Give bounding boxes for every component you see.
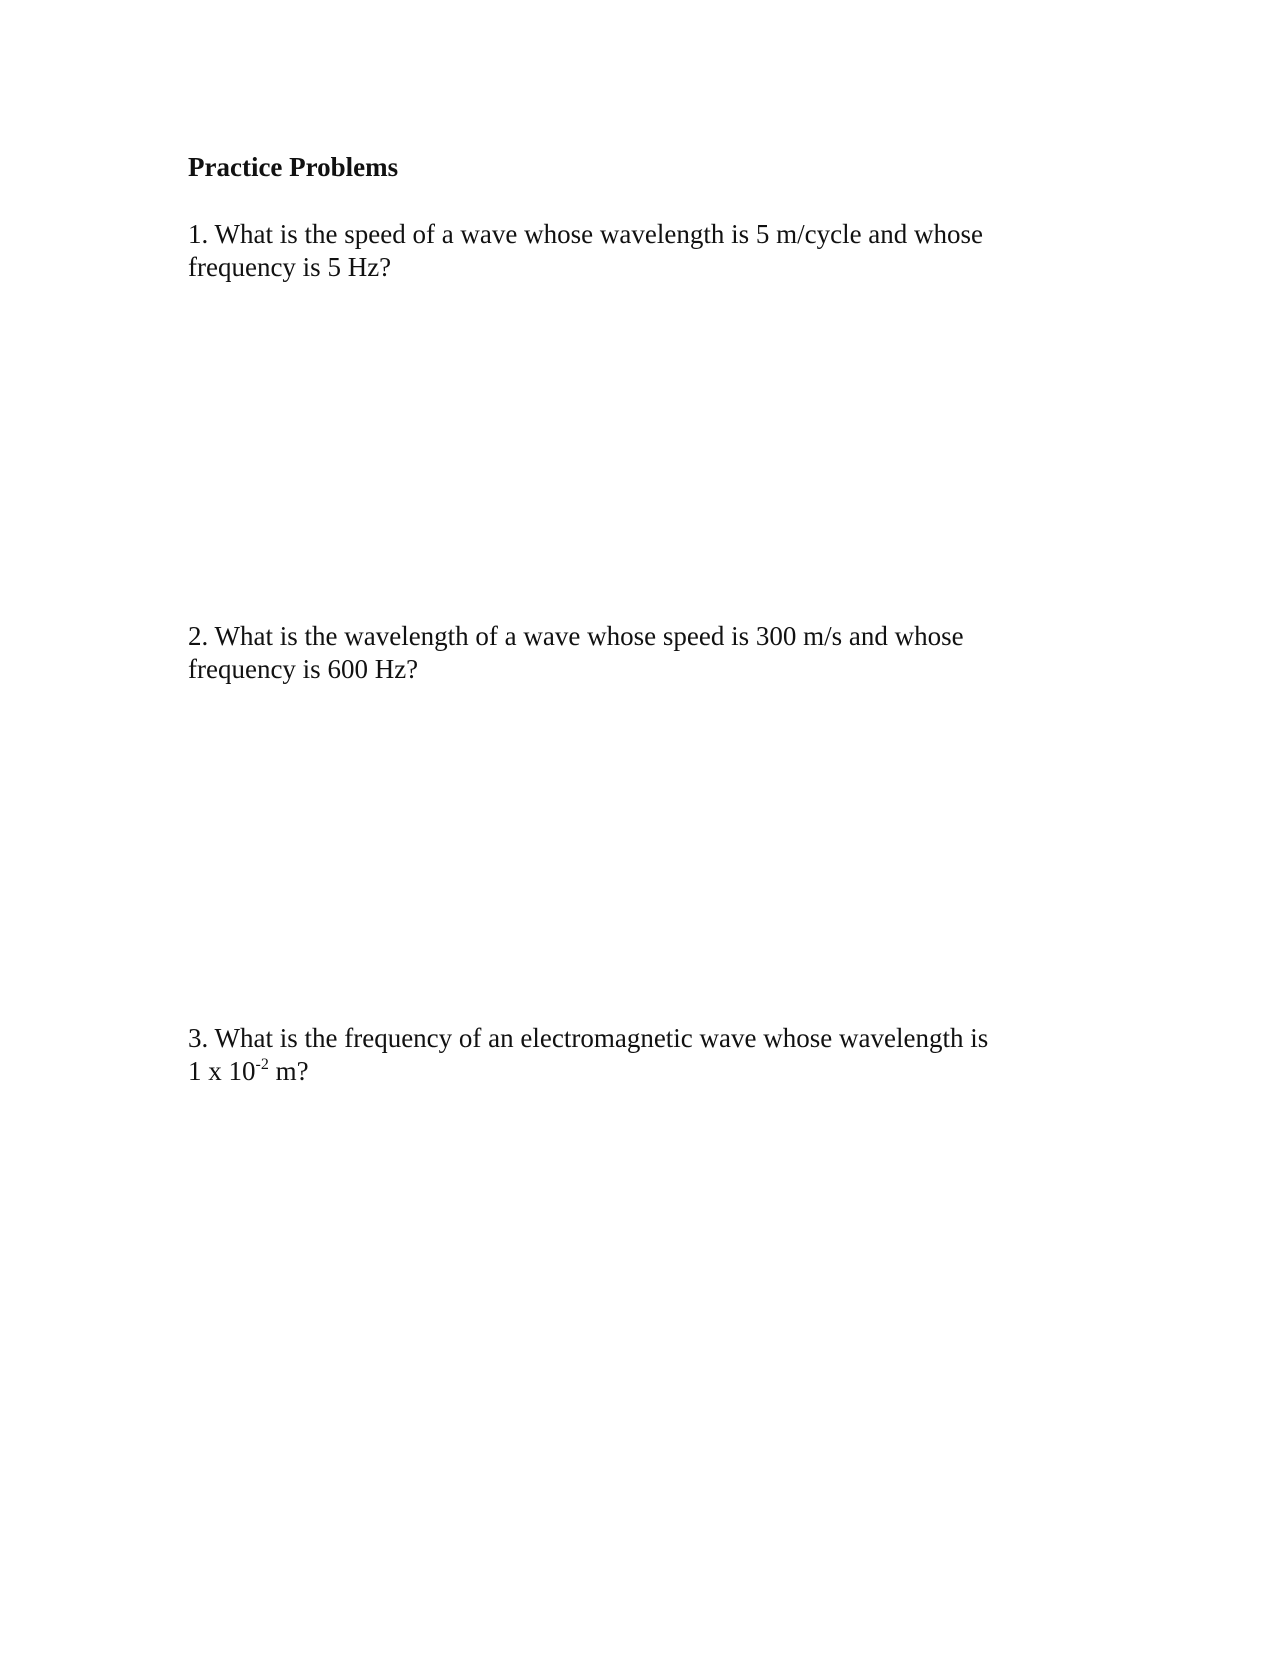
problem-3 xyxy=(188,1022,1068,1088)
problem-3-line-1: 3. What is the frequency of an electromagnetic wave whose wavelength is xyxy=(188,1023,989,1053)
problem-2-line-1: 2. What is the wavelength of a wave whose speed is 300 m/s and whose xyxy=(188,621,964,651)
problem-2-line-2: frequency is 600 Hz? xyxy=(188,654,419,684)
problem-3-base: 1 x 10 xyxy=(188,1056,256,1086)
problem-3-line-2 xyxy=(188,1055,1068,1088)
problem-3-unit: m? xyxy=(268,1056,309,1086)
problem-1-line-1: 1. What is the speed of a wave whose wavelength is 5 m/cycle and whose xyxy=(188,219,984,249)
page-title: Practice Problems xyxy=(188,152,399,182)
problem-3-exponent: -2 xyxy=(255,1056,269,1073)
problem-1-line-2: frequency is 5 Hz? xyxy=(188,252,392,282)
problem-2 xyxy=(188,620,1068,686)
problem-1 xyxy=(188,218,1068,284)
